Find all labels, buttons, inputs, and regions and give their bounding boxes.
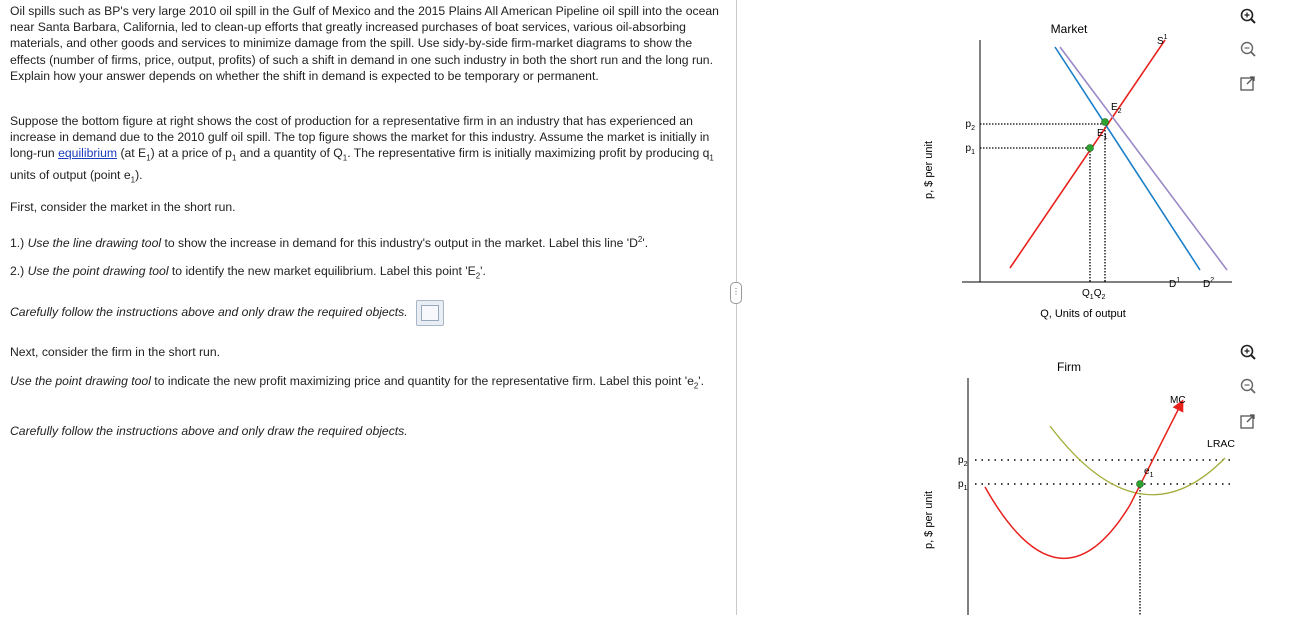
market-q-labels: $Q_1Q_2$	[1082, 288, 1106, 301]
suppose-text-a: Suppose the bottom figure at right shows the cost of production for a representative firm in an industry that has experienced an increase in demand due to the 2010 gulf oil spill. The top figure shows the market for this industry. Assume the market is initially in long-run	[10, 114, 710, 161]
market-demand1-curve[interactable]	[1055, 47, 1200, 270]
graphs-svg	[737, 0, 1307, 637]
intro-text: Oil spills such as BP's very large 2010 oil spill in the Gulf of Mexico and the 2015 Plains All American Pipeline oil spill into the ocean near Santa Barbara, California, led to clean-up efforts that greatly increased purchases of boat services, various oil-absorbing materials, and other goods and services to minimize damage from the spill. Use sidy-by-side firm-market diagrams to show the effects (number of firms, price, output, profits) of such a shift in demand in one such industry in both the short run and the long run. Explain how your answer depends on whether the shift in demand is expected to be temporary or permanent.	[10, 4, 719, 83]
market-title: Market	[1050, 22, 1088, 36]
firm-expand-icon[interactable]	[1241, 415, 1254, 428]
firm-y-label: p, $ per unit	[923, 490, 935, 550]
suppose-text-b: (at E	[120, 146, 147, 161]
drawing-tool-icon[interactable]	[416, 300, 444, 326]
graph-panel	[737, 0, 1307, 637]
firm-title: Firm	[1057, 360, 1081, 374]
firm-e1-label: $e_1$	[1144, 466, 1154, 479]
market-supply-label: $S^1$	[1157, 34, 1168, 47]
firm-zoom-in-icon[interactable]	[1242, 346, 1256, 360]
step1-instruction: 1.) Use the line drawing tool to show the increase in demand for this industry's output in the market. Label this line '$D^2$'.	[10, 235, 649, 251]
market-d1-label: $D^1$	[1169, 277, 1181, 290]
market-p2-label: $p_2$	[965, 119, 975, 132]
firm-p2-label: $p_2$	[958, 455, 968, 468]
firm-mc-label: MC	[1170, 395, 1186, 406]
careful-note-2: Carefully follow the instructions above and only draw the required objects.	[10, 424, 408, 438]
market-e1-label: $E_1$	[1097, 128, 1108, 141]
intro-paragraph	[10, 3, 722, 84]
suppose-paragraph: Suppose the bottom figure at right shows the cost of production for a representative firm in an industry that has experienced an increase in demand due to the 2010 gulf oil spill. The top figure shows the market for this industry. Assume the market is initially in long-run equilibrium (at $E_1$) at a price of $p_1$ and a quantity of $Q_1$. The representative firm is initially maximizing profit by producing $q_1$ units of output (point $e_1$).	[10, 114, 714, 185]
firm-mc-curve[interactable]	[985, 402, 1182, 558]
firm-lrac-label: LRAC	[1207, 438, 1236, 450]
market-zoom-in-icon[interactable]	[1242, 10, 1256, 24]
market-p1-label: $p_1$	[965, 143, 975, 156]
market-zoom-out-icon[interactable]	[1242, 43, 1256, 57]
firm-zoom-out-icon[interactable]	[1242, 380, 1256, 394]
market-e2-label: $E_2$	[1111, 102, 1122, 115]
first-paragraph: First, consider the market in the short run.	[10, 200, 236, 214]
firm-p1-label: $p_1$	[958, 479, 968, 492]
market-y-label: p, $ per unit	[923, 140, 935, 200]
firm-instruction: Use the point drawing tool to indicate the new profit maximizing price and quantity for the representative firm. Label this point '$e_2$'.	[10, 374, 705, 391]
step2-instruction: 2.) Use the point drawing tool to identify the new market equilibrium. Label this point '$E_2$'.	[10, 264, 486, 281]
careful-note-1: Carefully follow the instructions above and only draw the required objects.	[10, 300, 722, 326]
firm-e1-point[interactable]	[1137, 481, 1144, 488]
next-paragraph: Next, consider the firm in the short run.	[10, 345, 220, 359]
market-e1-point[interactable]	[1087, 145, 1094, 152]
market-expand-icon[interactable]	[1241, 77, 1254, 90]
market-supply-curve[interactable]	[1010, 40, 1165, 268]
market-d2-label: $D^2$	[1203, 277, 1215, 290]
equilibrium-link[interactable]: equilibrium	[58, 146, 118, 161]
market-x-label: Q, Units of output	[1040, 308, 1126, 320]
market-e2-point[interactable]	[1102, 119, 1109, 126]
resize-handle[interactable]: ⋮	[730, 282, 742, 304]
